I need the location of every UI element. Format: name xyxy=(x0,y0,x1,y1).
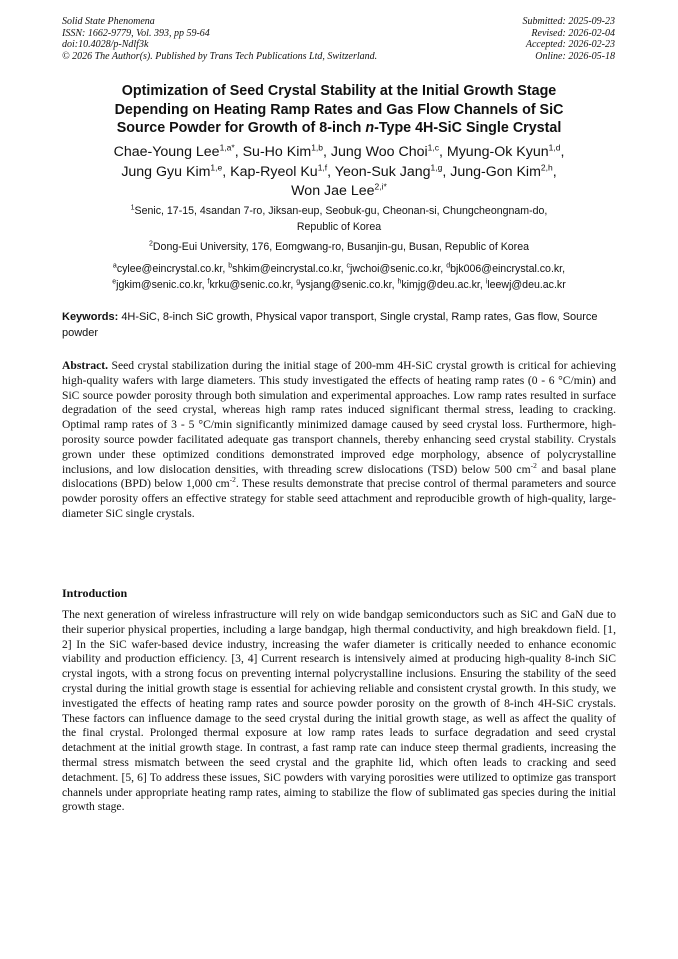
online-date: Online: 2026-05-18 xyxy=(535,50,615,62)
email-link[interactable]: $^f$krku@senic.co.kr xyxy=(207,277,291,291)
abstract-text: and basal plane dislocations (BPD) below 1,000 cm xyxy=(62,462,616,491)
author: Won Jae Lee$^{2,i*}$ xyxy=(291,181,387,199)
title-italic: n xyxy=(365,120,375,136)
keywords-label: Keywords: xyxy=(62,311,119,323)
title-line: Optimization of Seed Crystal Stability at the Initial Growth Stage xyxy=(121,83,557,99)
abstract-text: Seed crystal stabilization during the initial stage of 200-mm 4H-SiC crystal growth is critical for achieving high-quality wafers with large diameters. This study investigated the effects of heating ramp rates (0 - 6 °C/min) and SiC source powder porosity through both simulation and experimental approaches. Low ramp rates resulted in surface degradation of the seed crystal, whereas high ramp rates induced significant thermal stress, leading to cracking. Optimal ramp rates of 3 - 5 °C/min significantly minimized damage caused by seed crystal loss. Furthermore, high-porosity source powder facilitated adequate gas transport channels, thereby enhancing seed crystal stability. Crystals grown under these optimized conditions demonstrated improved edge morphology, absence of polycrystalline inclusions, and low dislocation densities, with threading screw dislocations (TSD) below 500 cm xyxy=(62,359,616,476)
email-link[interactable]: $^e$jgkim@senic.co.kr xyxy=(112,277,202,291)
email-list xyxy=(60,262,618,293)
dates-info xyxy=(523,16,616,62)
title-line: Depending on Heating Ramp Rates and Gas Flow Channels of SiC xyxy=(114,101,564,118)
author: Kap-Ryeol Ku$^{1,f}$, xyxy=(230,161,335,180)
author: Jung-Gon Kim$^{2,h}$, xyxy=(450,161,557,180)
email-link[interactable]: $^b$shkim@eincrystal.co.kr xyxy=(228,262,341,275)
affiliation-line: $^1$Senic, 17-15, 4sandan 7-ro, Jiksan-eup, Seobuk-gu, Cheonan-si, Chungcheongnam-do, xyxy=(130,204,548,217)
keywords xyxy=(62,310,616,341)
section-heading-introduction: Introduction xyxy=(62,586,128,600)
email-link[interactable]: $^c$jwchoi@senic.co.kr xyxy=(346,262,441,275)
doi: doi:10.4028/p-Ndlf3k xyxy=(62,39,149,50)
abstract-label: Abstract. xyxy=(62,359,109,372)
author-line xyxy=(60,143,618,163)
journal-name: Solid State Phenomena xyxy=(62,16,155,27)
author: Chae-Young Lee$^{1,a*}$, xyxy=(113,142,243,160)
email-link[interactable]: $^g$ysjang@senic.co.kr xyxy=(296,277,392,291)
title-text: -Type 4H-SiC Single Crystal xyxy=(374,120,562,136)
exponent: -2 xyxy=(530,460,537,470)
author-line xyxy=(60,163,618,183)
submitted-date: Submitted: 2025-09-23 xyxy=(522,16,615,27)
revised-date: Revised: 2026-02-04 xyxy=(531,27,615,39)
accepted-date: Accepted: 2026-02-23 xyxy=(525,39,615,50)
copyright: © 2026 The Author(s). Published by Trans Tech Publications Ltd, Switzerland. xyxy=(62,50,378,62)
abstract xyxy=(62,359,616,522)
author: Jung Woo Choi$^{1,c}$, xyxy=(330,142,447,160)
title-line xyxy=(60,119,618,138)
issn-volume: ISSN: 1662-9779, Vol. 393, pp 59-64 xyxy=(62,27,210,39)
keywords-text: 4H-SiC, 8-inch SiC growth, Physical vapor transport, Single crystal, Ramp rates, Gas flow, Source powder xyxy=(62,311,598,339)
abstract-text: . These results demonstrate that precise control of thermal parameters and source powder porosity offers an effective strategy for stable seed attachment and reproducible growth of high-quality, large-diameter SiC single crystals. xyxy=(62,477,616,520)
affiliation-line: $^2$Dong-Eui University, 176, Eomgwang-ro, Busanjin-gu, Busan, Republic of Korea xyxy=(149,240,529,253)
journal-info xyxy=(62,16,377,62)
author: Su-Ho Kim$^{1,b}$, xyxy=(242,142,331,160)
exponent: -2 xyxy=(229,475,236,485)
introduction-text: The next generation of wireless infrastructure will rely on wide bandgap semiconductors such as SiC and GaN due to their superior physical properties, including a large bandgap, high thermal conductivity, and high breakdown field. [1, 2] In the SiC wafer-based device industry, increasing the wafer diameter is critically needed to enhance economic viability and production efficiency. [3, 4] Current research is intensively aimed at producing high-quality 8-inch SiC crystal ingots, with a strong focus on preventing internal polycrystalline inclusions. Ensuring the stability of the seed crystal during the initial growth stage is essential for achieving reliable and consistent crystal growth. In this study, we investigated the effects of heating ramp rates and source powder porosity on the growth of 8-inch 4H-SiC crystals. These factors can influence damage to the seed crystal during the initial growth stage, as well as affect the quality of the final crystal. Prolonged thermal exposure at low ramp rates leads to surface degradation and seed crystal detachment at the initial growth stage. In contrast, a fast ramp rate can induce steep thermal gradients, increasing the thermal stress mismatch between the seed crystal and the graphite lid, which often leads to cracking and seed detachment. [5, 6] To address these issues, SiC powders with varying porosities were utilized to optimize gas transport channels under appropriate heating ramp rates, aiming to stabilize the flow of sublimated gas species during the initial growth stage. xyxy=(62,608,616,814)
affiliation-2 xyxy=(60,240,618,256)
email-link[interactable]: $^d$bjk006@eincrystal.co.kr xyxy=(446,262,563,275)
email-line: $^a$cylee@eincrystal.co.kr, $^b$shkim@eincrystal.co.kr, $^c$jwchoi@senic.co.kr, $^d$bjk006@eincrystal.co.kr, xyxy=(112,262,566,275)
author: Myung-Ok Kyun$^{1,d}$, xyxy=(446,142,565,160)
affiliation-line: Republic of Korea xyxy=(296,220,382,233)
email-link[interactable]: $^h$kimjg@deu.ac.kr xyxy=(397,277,480,291)
author-line xyxy=(60,182,618,202)
author: Yeon-Suk Jang$^{1,g}$, xyxy=(334,161,451,180)
email-link[interactable]: $^i$leewj@deu.ac.kr xyxy=(485,277,566,291)
email-line: $^e$jgkim@senic.co.kr, $^f$krku@senic.co.kr, $^g$ysjang@senic.co.kr, $^h$kimjg@deu.ac.kr, $^i$leewj@deu.ac.kr xyxy=(112,277,566,291)
title-text: Source Powder for Growth of 8-inch xyxy=(116,120,366,136)
email-link[interactable]: $^a$cylee@eincrystal.co.kr xyxy=(112,262,223,275)
paper-title xyxy=(60,82,618,138)
affiliation-1 xyxy=(60,204,618,235)
author: Jung Gyu Kim$^{1,e}$, xyxy=(121,161,231,180)
author-list xyxy=(60,143,618,202)
